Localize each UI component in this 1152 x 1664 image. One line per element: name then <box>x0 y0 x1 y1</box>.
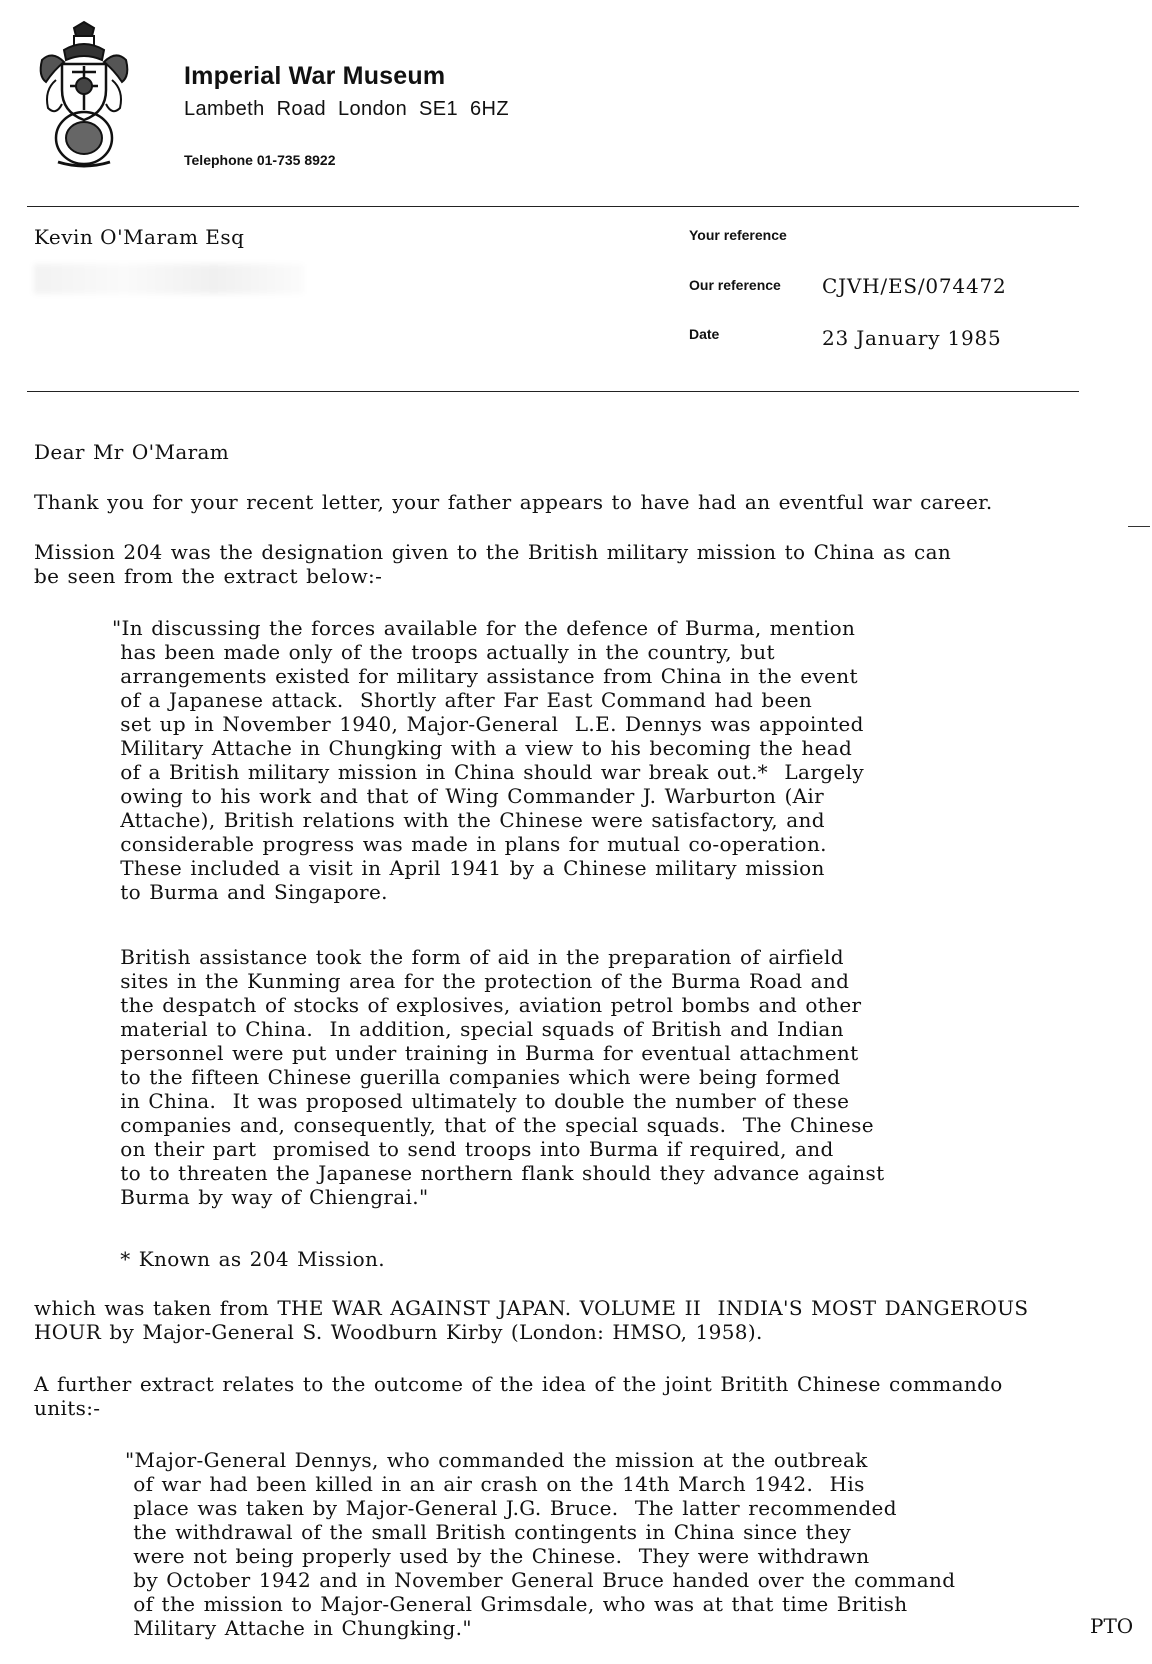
date-label: Date <box>689 326 720 342</box>
paragraph-source: which was taken from THE WAR AGAINST JAPAN. VOLUME II INDIA'S MOST DANGEROUS HOUR by Major-General S. Woodburn Kirby (London: HMSO, 1958). <box>34 1296 1029 1344</box>
our-reference-label: Our reference <box>689 277 781 293</box>
redacted-address <box>34 264 304 294</box>
quote-major-general-dennys: "Major-General Dennys, who commanded the mission at the outbreak of war had been killed in an air crash on the 14th March 1942. His place was taken by Major-General J.G. Bruce. The latter recommended the withdrawal of the small British contingents in China since they were not being properly used by the Chinese. They were withdrawn by October 1942 and in November General Bruce handed over the command of the mission to Major-General Grimsdale, who was at that time British Military Attache in Chungking." <box>125 1448 956 1640</box>
header-top-rule <box>27 206 1079 207</box>
organization-name: Imperial War Museum <box>184 62 446 90</box>
quote-british-assistance: British assistance took the form of aid in the preparation of airfield sites in the Kunming area for the protection of the Burma Road and the despatch of stocks of explosives, aviation petrol bombs and other material to China. In addition, special squads of British and Indian personnel were put under training in Burma for eventual attachment to the fifteen Chinese guerilla companies which were being formed in China. It was proposed ultimately to double the number of these companies and, consequently, that of the special squads. The Chinese on their part promised to send troops into Burma if required, and to to threaten the Japanese northern flank should they advance against Burma by way of Chiengrai." <box>120 945 885 1209</box>
margin-dash <box>1128 526 1150 527</box>
please-turn-over: PTO <box>1090 1614 1134 1638</box>
salutation: Dear Mr O'Maram <box>34 440 230 464</box>
your-reference-label: Your reference <box>689 227 787 243</box>
date-value: 23 January 1985 <box>822 326 1002 350</box>
coat-of-arms-icon <box>34 20 134 170</box>
header-bottom-rule <box>27 391 1079 392</box>
footnote: * Known as 204 Mission. <box>112 1247 385 1271</box>
quote-defence-of-burma: "In discussing the forces available for the defence of Burma, mention has been made only of the troops actually in the country, but arrangements existed for military assistance from China in the event of a Japanese attack. Shortly after Far East Command had been set up in November 1940, Major-General L.E. Dennys was appointed Military Attache in Chungking with a view to his becoming the head of a British military mission in China should war break out.* Largely owing to his work and that of Wing Commander J. Warburton (Air Attache), British relations with the Chinese were satisfactory, and considerable progress was made in plans for mutual co-operation. These included a visit in April 1941 by a Chinese military mission to Burma and Singapore. <box>112 616 864 904</box>
paragraph-further-extract: A further extract relates to the outcome of the idea of the joint Britith Chinese commando units:- <box>34 1372 1003 1420</box>
organization-telephone: Telephone 01-735 8922 <box>184 152 336 168</box>
organization-address: Lambeth Road London SE1 6HZ <box>184 98 509 120</box>
our-reference-value: CJVH/ES/074472 <box>822 274 1007 298</box>
paragraph-mission-204: Mission 204 was the designation given to the British military mission to China as can be seen from the extract below:- <box>34 540 952 588</box>
recipient-name: Kevin O'Maram Esq <box>34 225 245 249</box>
paragraph-thanks: Thank you for your recent letter, your father appears to have had an eventful war career. <box>34 490 993 514</box>
